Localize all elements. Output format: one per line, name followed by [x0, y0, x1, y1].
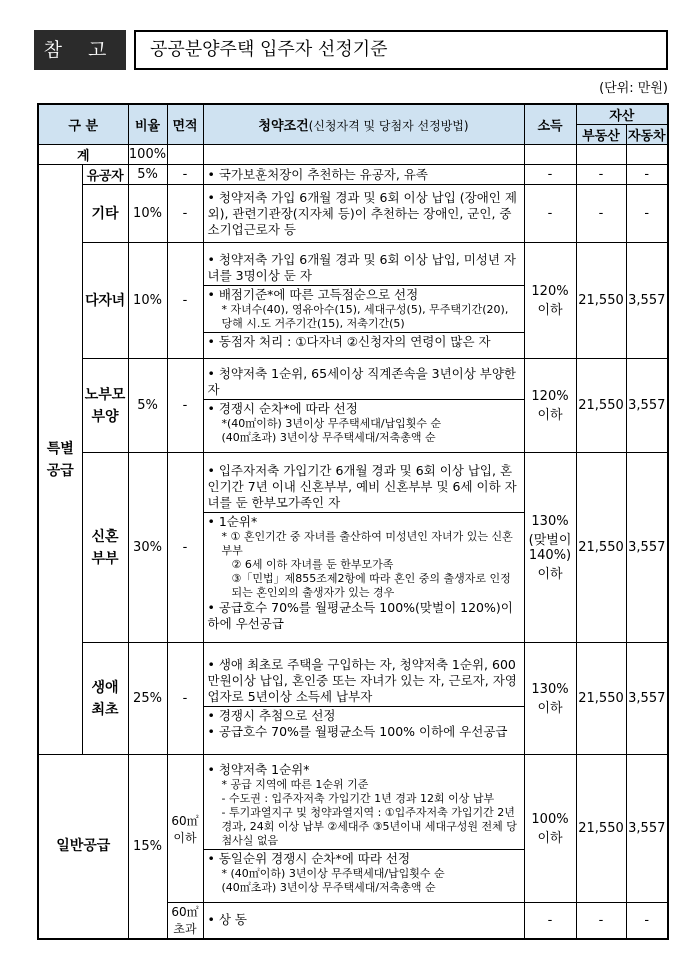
special-supply-label: 특별 공급 [38, 165, 82, 755]
table-row: 생애 최초 25% - • 생애 최초로 주택을 구입하는 자, 청약저축 1순위, 600만원이상 납입, 혼인중 또는 자녀가 있는 자, 근로자, 자영업자로 5년이상 소득세 납부자 • 경쟁시 추첨으로 선정 • 공급호수 70%를 월평균소득 100% 이하에 우선공급 130% 이하 21,550 3,557 [38, 643, 668, 755]
table-row: 특별 공급 유공자 5% - • 국가보훈처장이 추천하는 유공자, 유족 - - - [38, 165, 668, 185]
multichild-name: 다자녀 [82, 243, 128, 359]
unit-label: (단위: 만원) [599, 81, 668, 96]
header-income: 소득 [524, 104, 576, 145]
selection-criteria-table [37, 103, 669, 940]
table-row: 60㎡ 초과 • 상 동 - - - [38, 903, 668, 939]
table-row: 기타 10% - • 청약저축 가입 6개월 경과 및 6회 이상 납입 (장애인 제외), 관련기관장(지자체 등)이 추천하는 장애인, 군인, 중소기업근로자 등 - - - [38, 185, 668, 243]
table-row: 일반공급 15% 60㎡ 이하 • 청약저축 1순위* * 공급 지역에 따른 1순위 기준 - 수도권 : 입주자저축 가입기간 1년 경과 12회 이상 납부 - 투기과열지구 및 청약과열지역 : ①입주자저축 가입기간 2년 경과, 24회 이상 납부 ②세대주 ③5년이내 세대구성원 전체 당첨사실 없음 • 동일순위 경쟁시 순차*에 따라 선정 * (40㎡이하) 3년이상 무주택세대/납입횟수 순 (40㎡초과) 3년이상 무주택세대/저축총액 순 100% 이하 21,550 3,557 [38, 755, 668, 903]
elderly-name: 노부모 부양 [82, 359, 128, 453]
header [34, 30, 668, 70]
header-realestate: 부동산 [576, 125, 626, 145]
firsthome-name: 생애 최초 [82, 643, 128, 755]
header-category: 구 분 [38, 104, 128, 145]
merit-name: 유공자 [82, 165, 128, 185]
header-area: 면적 [167, 104, 203, 145]
table-row: 다자녀 10% - • 청약저축 가입 6개월 경과 및 6회 이상 납입, 미성년 자녀를 3명이상 둔 자 • 배점기준*에 따른 고득점순으로 선정 * 자녀수(40), 영유아수(15), 세대구성(5), 무주택기간(20), 당해 시.도 거주기간(15), 저축기간(5) • 동점자 처리 : ①다자녀 ②신청자의 연령이 많은 자 120% 이하 21,550 3,557 [38, 243, 668, 359]
header-ratio: 비율 [128, 104, 167, 145]
header-condition: 청약조건(신청자격 및 당첨자 선정방법) [203, 104, 524, 145]
newlywed-name: 신혼 부부 [82, 453, 128, 643]
total-row [38, 145, 668, 165]
other-name: 기타 [82, 185, 128, 243]
header-row [38, 104, 668, 125]
table-row: 신혼 부부 30% - • 입주자저축 가입기간 6개월 경과 및 6회 이상 납입, 혼인기간 7년 이내 신혼부부, 예비 신혼부부 및 6세 이하 자녀를 둔 한부모가족인 자 • 1순위* * ① 혼인기간 중 자녀를 출산하여 미성년인 자녀가 있는 신혼부부 ② 6세 이하 자녀를 둔 한부모가족 ③「민법」제855조제2항에 따라 혼인 중의 출생자로 인정되는 혼인외의 출생자가 있는 경우 • 공급호수 70%를 월평균소득 100%(맞벌이 120%)이하에 우선공급 130% (맞벌이 140%) 이하 21,550 3,557 [38, 453, 668, 643]
page-title: 공공분양주택 입주자 선정기준 [134, 30, 668, 70]
total-label: 계 [38, 145, 128, 165]
total-ratio: 100% [128, 145, 167, 165]
header-car: 자동차 [626, 125, 668, 145]
table-row: 노부모 부양 5% - • 청약저축 1순위, 65세이상 직계존속을 3년이상 부양한 자 • 경쟁시 순차*에 따라 선정 *(40㎡이하) 3년이상 무주택세대/납입횟수 순 (40㎡초과) 3년이상 무주택세대/저축총액 순 120% 이하 21,550 3,557 [38, 359, 668, 453]
header-asset: 자산 [576, 104, 668, 125]
general-supply-label: 일반공급 [38, 755, 128, 939]
reference-tag: 참 고 [34, 30, 126, 70]
